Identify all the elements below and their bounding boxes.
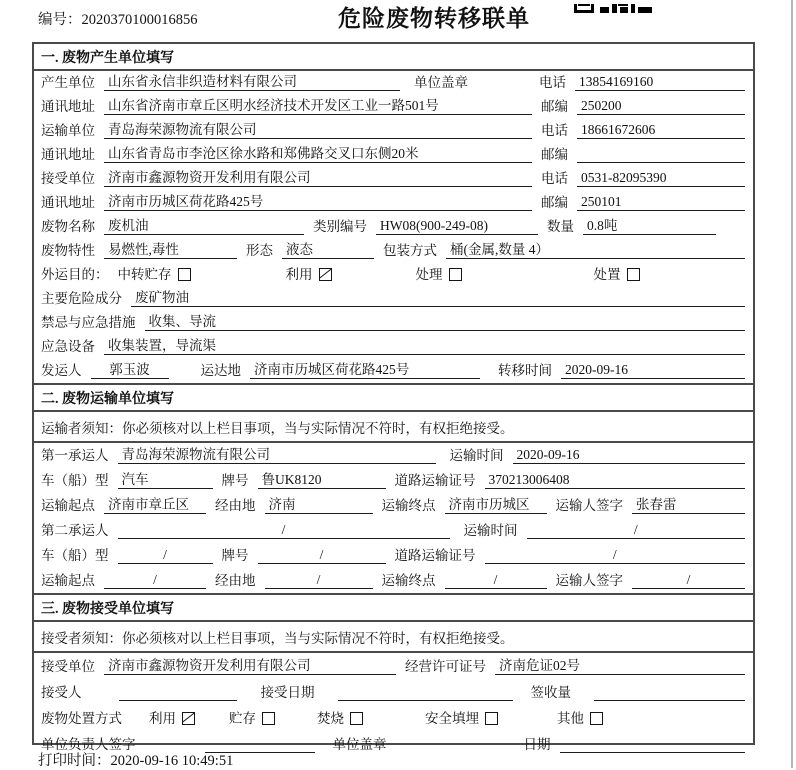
- disposal-method-label: 废物处置方式: [41, 711, 122, 726]
- transfer-purpose-label: 外运目的：: [41, 267, 109, 282]
- form-state-label: 形态: [246, 243, 273, 258]
- purpose-option-utilize: [286, 263, 416, 283]
- second-carrier-field: /: [118, 522, 450, 539]
- road-permit2-field: /: [485, 547, 746, 564]
- receiver-phone-field: 0531-82095390: [577, 170, 745, 187]
- disposal-landfill-label: 安全填埋: [425, 711, 479, 726]
- row-receive-unit: [34, 653, 753, 679]
- road-permit1-label: 道路运输证号: [394, 473, 476, 488]
- route2-via-field: /: [265, 572, 373, 589]
- date-label: 日期: [523, 737, 551, 752]
- hazard-component-label: 主要危险成分: [41, 291, 122, 306]
- producer-phone-field: 13854169160: [575, 74, 745, 91]
- transfer-time-label: 转移时间: [498, 363, 552, 378]
- packing-label: 包装方式: [383, 243, 437, 258]
- plate-number2-label: 牌号: [221, 548, 249, 563]
- plate-number1-field: 鲁UK8120: [258, 468, 386, 489]
- receiver-phone-label: 电话: [541, 171, 568, 186]
- receiver-notice: 接受者须知：你必须核对以上栏目事项，当与实际情况不符时，有权拒绝接受。: [34, 622, 753, 653]
- license-field: 济南危证02号: [495, 654, 745, 675]
- emergency-equipment-field: 收集装置，导流渠: [104, 334, 745, 355]
- row-taboo-measures: [34, 311, 753, 335]
- route2-via-label: 经由地: [215, 573, 256, 588]
- route1-signature-label: 运输人签字: [555, 498, 623, 513]
- transport-time1-label: 运输时间: [449, 448, 504, 463]
- row-disposal-method: [34, 705, 753, 731]
- route1-origin-label: 运输起点: [41, 498, 95, 513]
- emergency-equipment-label: 应急设备: [41, 339, 95, 354]
- section-receiver: [34, 593, 753, 757]
- purpose-dispose-label: 处置: [593, 267, 621, 282]
- disposal-option-utilize: [149, 707, 229, 727]
- dispatcher-label: 发运人: [41, 363, 82, 378]
- receive-date-field: [338, 684, 513, 701]
- disposal-landfill-checkbox: [485, 712, 498, 725]
- row-route1: [34, 493, 753, 518]
- row-second-carrier: [34, 518, 753, 543]
- row-waste-character: [34, 239, 753, 263]
- producer-phone-label: 电话: [539, 75, 566, 90]
- unit-seal2-label: 单位盖章: [332, 737, 387, 752]
- responsible-signature-label: 单位负责人签字: [41, 737, 136, 752]
- row-waste-name: [34, 215, 753, 239]
- waste-character-field: 易燃性,毒性: [104, 238, 237, 259]
- route1-signature-field: 张春雷: [632, 493, 745, 514]
- page-title: 危险废物转移联单: [338, 6, 530, 31]
- row-transporter: [34, 119, 753, 143]
- disposal-other-checkbox: [590, 712, 603, 725]
- producer-zip-label: 邮编: [541, 99, 568, 114]
- transporter-phone-label: 电话: [541, 123, 568, 138]
- transporter-notice: 运输者须知：你必须核对以上栏目事项，当与实际情况不符时，有权拒绝接受。: [34, 412, 753, 443]
- row-dispatcher: [34, 359, 753, 383]
- plate-number1-label: 牌号: [221, 473, 249, 488]
- row-producer-address: [34, 95, 753, 119]
- transporter-phone-field: 18661672606: [577, 122, 745, 139]
- transport-time1-field: 2020-09-16: [513, 447, 746, 464]
- row-transporter-address: [34, 143, 753, 167]
- date-field: [560, 736, 746, 753]
- receiver-name-field: 济南市鑫源物资开发利用有限公司: [104, 166, 532, 187]
- row-transfer-purpose: [34, 263, 753, 287]
- transporter-label: 运输单位: [41, 123, 95, 138]
- first-carrier-label: 第一承运人: [41, 448, 109, 463]
- transporter-address-field: 山东省青岛市李沧区徐水路和郑佛路交叉口东侧20米: [104, 142, 532, 163]
- receiver-address-field: 济南市历城区荷花路425号: [104, 190, 532, 211]
- vehicle-type2-field: /: [118, 547, 213, 564]
- hazard-component-field: 废矿物油: [131, 286, 745, 307]
- disposal-utilize-label: 利用: [149, 711, 176, 726]
- row-receiver: [34, 167, 753, 191]
- disposal-storage-checkbox: [262, 712, 275, 725]
- transport-time2-label: 运输时间: [463, 523, 518, 538]
- purpose-utilize-checkbox-checked: [319, 268, 332, 281]
- second-carrier-label: 第二承运人: [41, 523, 109, 538]
- purpose-option-storage: [118, 263, 286, 283]
- taboo-measures-field: 收集、导流: [145, 310, 746, 331]
- row-first-carrier: [34, 443, 753, 468]
- row-vehicle1: [34, 468, 753, 493]
- license-label: 经营许可证号: [405, 659, 486, 674]
- receiver-zip-label: 邮编: [541, 195, 568, 210]
- disposal-storage-label: 贮存: [229, 711, 256, 726]
- unit-seal-label: 单位盖章: [414, 75, 468, 90]
- purpose-dispose-checkbox: [627, 268, 640, 281]
- road-permit2-label: 道路运输证号: [394, 548, 476, 563]
- route1-via-label: 经由地: [215, 498, 256, 513]
- form-state-field: 液态: [282, 238, 374, 259]
- purpose-utilize-label: 利用: [285, 267, 313, 282]
- disposal-option-landfill: [425, 707, 557, 727]
- plate-number2-field: /: [258, 547, 386, 564]
- row-vehicle2: [34, 543, 753, 568]
- disposal-option-storage: [229, 707, 317, 727]
- route1-end-field: 济南市历城区: [445, 493, 547, 514]
- waste-character-label: 废物特性: [41, 243, 95, 258]
- disposal-other-label: 其他: [557, 711, 584, 726]
- disposal-incinerate-checkbox: [350, 712, 363, 725]
- first-carrier-field: 青岛海荣源物流有限公司: [118, 443, 436, 464]
- receiver-zip-field: 250101: [577, 194, 745, 211]
- purpose-option-treat: [416, 263, 594, 283]
- purpose-treat-label: 处理: [415, 267, 443, 282]
- transporter-zip-field: [577, 146, 745, 163]
- signed-quantity-field: [594, 684, 745, 701]
- section-transporter: [34, 383, 753, 593]
- receive-unit-label: 接受单位: [41, 659, 95, 674]
- taboo-measures-label: 禁忌与应急措施: [41, 315, 136, 330]
- qr-code-fragment: [574, 0, 652, 9]
- receiver-address-label: 通讯地址: [41, 195, 95, 210]
- row-receive-person: [34, 679, 753, 705]
- destination-label: 运达地: [200, 363, 241, 378]
- packing-field: 桶(金属,数量 4）: [446, 238, 745, 259]
- road-permit1-field: 370213006408: [485, 472, 746, 489]
- purpose-storage-label: 中转贮存: [117, 267, 172, 282]
- purpose-treat-checkbox: [449, 268, 462, 281]
- print-time-label: 打印时间：: [38, 753, 111, 769]
- row-receiver-address: [34, 191, 753, 215]
- producer-name-field: 山东省永信非织造材料有限公司: [104, 70, 400, 91]
- receive-person-field: [119, 684, 237, 701]
- receive-unit-field: 济南市鑫源物资开发利用有限公司: [104, 654, 396, 675]
- route2-origin-label: 运输起点: [41, 573, 95, 588]
- section2-header: 二. 废物运输单位填写: [34, 385, 753, 412]
- receive-person-label: 接受人: [41, 685, 82, 700]
- waste-name-field: 废机油: [104, 214, 304, 235]
- row-hazard-component: [34, 287, 753, 311]
- row-route2: [34, 568, 753, 593]
- vehicle-type1-field: 汽车: [118, 468, 213, 489]
- route2-end-label: 运输终点: [381, 573, 436, 588]
- receiver-label: 接受单位: [41, 171, 95, 186]
- quantity-label: 数量: [547, 219, 574, 234]
- route2-end-field: /: [445, 572, 547, 589]
- disposal-option-incinerate: [317, 707, 425, 727]
- producer-address-field: 山东省济南市章丘区明水经济技术开发区工业一路501号: [104, 94, 532, 115]
- purpose-storage-checkbox: [178, 268, 191, 281]
- serial-number: 2020370100016856: [81, 12, 198, 28]
- dispatcher-name-field: 郭玉波: [91, 358, 169, 379]
- waste-name-label: 废物名称: [41, 219, 95, 234]
- section-producer: [34, 44, 753, 383]
- purpose-option-dispose: [594, 263, 640, 283]
- category-code-field: HW08(900-249-08): [376, 218, 538, 235]
- transporter-name-field: 青岛海荣源物流有限公司: [104, 118, 532, 139]
- transport-time2-field: /: [527, 522, 746, 539]
- waste-transfer-form: [32, 42, 755, 752]
- serial-label: 编号：: [38, 12, 82, 28]
- section1-header: 一. 废物产生单位填写: [34, 44, 753, 71]
- route2-signature-field: /: [632, 572, 745, 589]
- destination-field: 济南市历城区荷花路425号: [250, 358, 480, 379]
- route1-end-label: 运输终点: [381, 498, 436, 513]
- category-code-label: 类别编号: [313, 219, 367, 234]
- section3-header: 三. 废物接受单位填写: [34, 595, 753, 622]
- producer-label: 产生单位: [41, 75, 95, 90]
- route1-origin-field: 济南市章丘区: [104, 493, 206, 514]
- disposal-incinerate-label: 焚烧: [317, 711, 344, 726]
- route2-origin-field: /: [104, 572, 206, 589]
- route2-signature-label: 运输人签字: [555, 573, 623, 588]
- print-time-value: 2020-09-16 10:49:51: [110, 753, 234, 769]
- transporter-address-label: 通讯地址: [41, 147, 95, 162]
- vehicle-type2-label: 车（船）型: [41, 548, 109, 563]
- signed-quantity-label: 签收量: [530, 685, 571, 700]
- quantity-field: 0.8吨: [583, 214, 716, 235]
- row-emergency-equipment: [34, 335, 753, 359]
- print-time-line: [38, 749, 233, 770]
- transporter-zip-label: 邮编: [541, 147, 568, 162]
- producer-zip-field: 250200: [577, 98, 745, 115]
- disposal-option-other: [557, 707, 603, 727]
- producer-address-label: 通讯地址: [41, 99, 95, 114]
- route1-via-field: 济南: [265, 493, 373, 514]
- page-edge-line: [791, 0, 793, 768]
- transfer-time-field: 2020-09-16: [561, 362, 745, 379]
- row-producer: [34, 71, 753, 95]
- disposal-utilize-checkbox-checked: [182, 712, 195, 725]
- receive-date-label: 接受日期: [260, 685, 315, 700]
- vehicle-type1-label: 车（船）型: [41, 473, 109, 488]
